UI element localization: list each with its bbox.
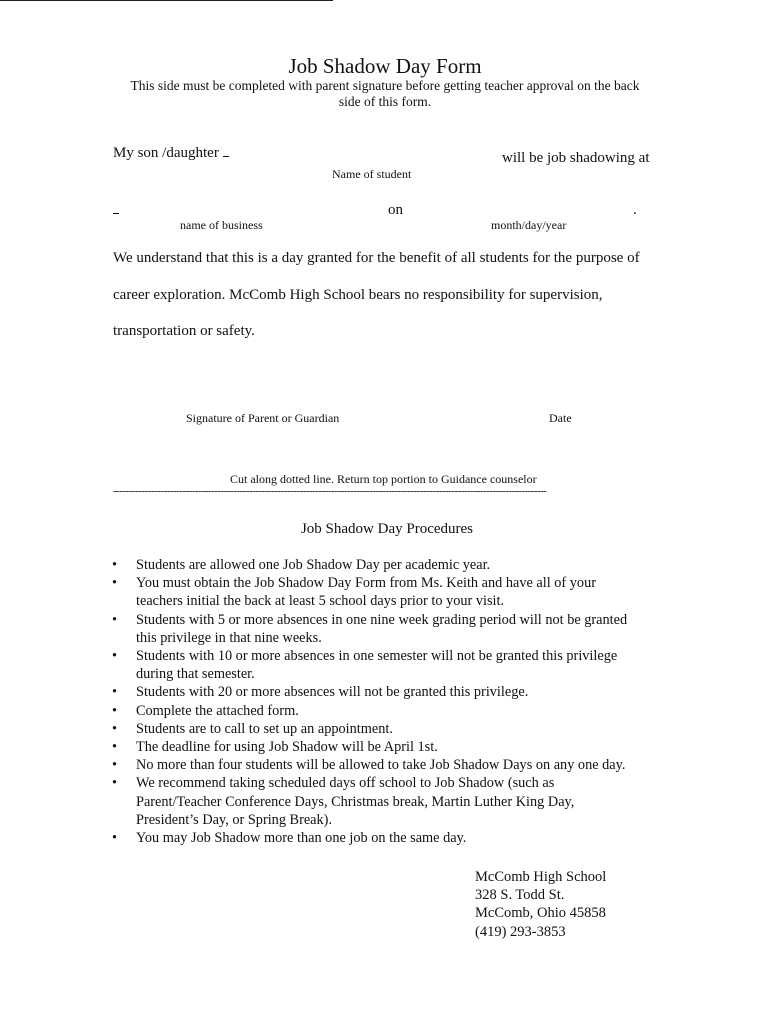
son-daughter-row	[113, 145, 229, 162]
student-name-blank[interactable]	[223, 145, 229, 157]
signature-caption: Signature of Parent or Guardian	[186, 411, 340, 425]
list-item: • Complete the attached form.	[112, 702, 299, 719]
business-name-blank[interactable]	[113, 202, 119, 219]
form-title: Job Shadow Day Form	[288, 54, 482, 78]
school-address	[475, 868, 606, 941]
list-item: • You must obtain the Job Shadow Day Form from Ms. Keith and have all of your teachers initial the back at least 5 school days prior to your visit.	[112, 575, 596, 610]
cut-instruction: Cut along dotted line. Return top portion to Guidance counselor	[230, 472, 537, 486]
procedures-title: Job Shadow Day Procedures	[300, 521, 474, 537]
on-label: on	[388, 202, 403, 218]
list-item: • No more than four students will be allowed to take Job Shadow Days on any one day.	[112, 757, 626, 774]
statement-line-2: career exploration. McComb High School bears no responsibility for supervision,	[113, 287, 603, 303]
cut-line: -----------------------------------------------------------------------------------------------------------------------------------------	[113, 485, 547, 497]
list-item: • Students are allowed one Job Shadow Day per academic year.	[112, 557, 491, 573]
shadowing-label: will be job shadowing at	[502, 150, 650, 166]
statement-line-1: We understand that this is a day granted for the benefit of all students for the purpose of	[113, 250, 640, 266]
school-phone: (419) 293-3853	[475, 923, 566, 940]
list-item: • The deadline for using Job Shadow will be April 1st.	[112, 739, 438, 756]
name-of-student-caption: Name of student	[332, 167, 412, 181]
son-daughter-label: My son /daughter	[113, 145, 219, 161]
list-item: • Students are to call to set up an appointment.	[112, 720, 393, 737]
statement-line-3: transportation or safety.	[113, 323, 255, 339]
list-item: • Students with 20 or more absences will not be granted this privilege.	[112, 684, 529, 701]
list-item: • You may Job Shadow more than one job on the same day.	[112, 830, 467, 847]
school-name: McComb High School	[475, 869, 607, 885]
date-caption: month/day/year	[491, 218, 567, 232]
list-item: • We recommend taking scheduled days off school to Job Shadow (such as Parent/Teacher Conference Days, Christmas break, Martin Luther King Day, President’s Day, or Spring Break).	[112, 775, 575, 828]
procedures-list	[112, 556, 672, 847]
school-street: 328 S. Todd St.	[475, 887, 565, 904]
list-item: • Students with 10 or more absences in one semester will not be granted this privilege during that semester.	[112, 648, 618, 683]
list-item: • Students with 5 or more absences in one nine week grading period will not be granted this privilege in that nine weeks.	[112, 611, 628, 646]
signature-date-caption: Date	[549, 411, 572, 425]
name-of-business-caption: name of business	[180, 218, 263, 232]
school-city: McComb, Ohio 45858	[475, 905, 606, 922]
period-mark: .	[633, 202, 637, 218]
top-rule	[0, 0, 333, 1]
form-subtitle: This side must be completed with parent signature before getting teacher approval on the back side of this form.	[130, 78, 640, 109]
